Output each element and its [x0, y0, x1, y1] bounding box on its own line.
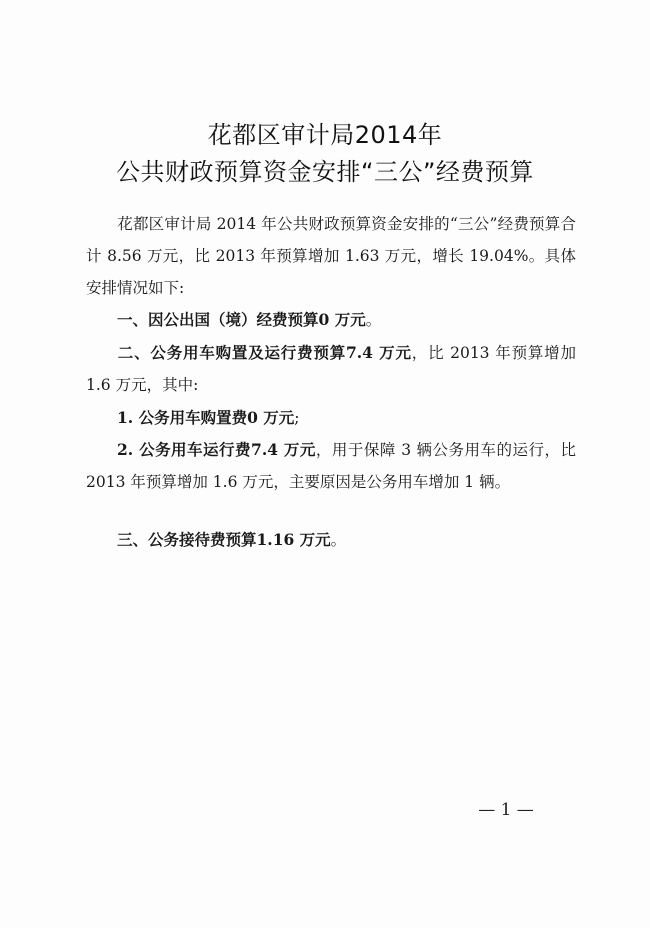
item-2-2-heading: 2. 公务用车运行费 [117, 440, 252, 459]
document-title-line-2: 公共财政预算资金安排“三公”经费预算 [116, 158, 534, 186]
item-2-2-suffix: ，用于保障 3 辆公务用车的运行，比 2013 年预算增加 1.6 万元，主要原因是公务用车增加 1 辆。 [86, 441, 576, 491]
item-1-amount: 0 万元 [318, 310, 366, 329]
item-2-2-paragraph [86, 434, 576, 498]
item-1-heading: 一、因公出国（境）经费预算 [117, 310, 319, 329]
item-3-amount: 1.16 万元 [256, 530, 331, 549]
item-3-suffix: 。 [330, 531, 347, 549]
item-3-paragraph [86, 524, 576, 556]
intro-paragraph [86, 208, 576, 304]
item-2-paragraph [86, 337, 576, 401]
intro-text: 花都区审计局 2014 年公共财政预算资金安排的“三公”经费预算合计 8.56 万元，比 2013 年预算增加 1.63 万元，增长 19.04%。具体安排情况如下: [86, 215, 576, 297]
item-2-2-amount: 7.4 万元 [251, 440, 316, 459]
document-title-line-1: 花都区审计局2014年 [207, 121, 443, 149]
item-2-suffix: ，比 2013 年预算增加 1.6 万元，其中: [86, 344, 576, 394]
item-2-1-suffix: ; [294, 409, 300, 427]
item-2-1-paragraph [86, 402, 576, 434]
item-1-paragraph [86, 304, 576, 336]
page-number: — 1 — [478, 800, 534, 820]
item-2-amount: 7.4 万元 [346, 343, 412, 362]
item-2-1-heading: 1. 公务用车购置费 [117, 408, 248, 427]
item-1-suffix: 。 [365, 311, 382, 329]
item-3-heading: 三、公务接待费预算 [117, 530, 257, 549]
item-2-1-amount: 0 万元 [247, 408, 295, 427]
item-2-heading: 二、公务用车购置及运行费预算 [117, 343, 346, 362]
